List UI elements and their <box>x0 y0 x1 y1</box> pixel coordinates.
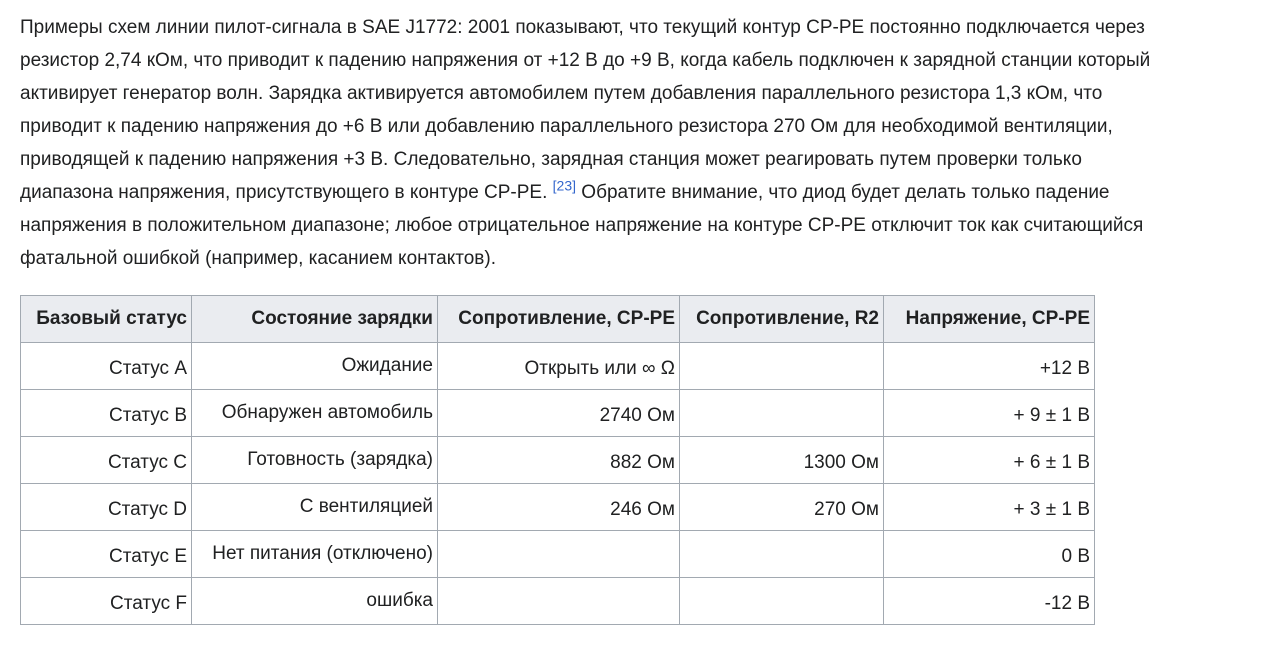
paragraph-line <box>20 176 1150 209</box>
cell-resistance-r2 <box>680 578 884 625</box>
header-resistance-cppe: Сопротивление, CP-PE <box>438 296 680 343</box>
cell-base-status: Статус E <box>21 531 192 578</box>
paragraph-line: фатальной ошибкой (например, касанием контактов). <box>20 248 496 269</box>
cell-charge-state: С вентиляцией <box>192 484 438 531</box>
cell-resistance-r2 <box>680 343 884 390</box>
paragraph-line: приводящей к падению напряжения +3 В. Следовательно, зарядная станция может реагировать путем проверки только <box>20 149 1082 170</box>
table-row <box>21 578 1095 625</box>
header-resistance-r2: Сопротивление, R2 <box>680 296 884 343</box>
pilot-status-table <box>20 295 1095 625</box>
cell-charge-state: Ожидание <box>192 343 438 390</box>
header-voltage-cppe: Напряжение, CP-PE <box>884 296 1095 343</box>
table-row <box>21 343 1095 390</box>
cell-base-status: Статус A <box>21 343 192 390</box>
cell-resistance-cppe: 246 Ом <box>438 484 680 531</box>
cell-resistance-cppe: 882 Ом <box>438 437 680 484</box>
cell-charge-state: Нет питания (отключено) <box>192 531 438 578</box>
table-row <box>21 484 1095 531</box>
paragraph-line: напряжения в положительном диапазоне; любое отрицательное напряжение на контуре CP-PE отключит ток как считающийся <box>20 215 1144 236</box>
paragraph-text: Обратите внимание, что диод будет делать только падение <box>576 182 1110 203</box>
table-header-row <box>21 296 1095 343</box>
cell-base-status: Статус C <box>21 437 192 484</box>
cell-voltage: + 6 ± 1 В <box>884 437 1095 484</box>
table-row <box>21 390 1095 437</box>
cell-voltage: -12 В <box>884 578 1095 625</box>
cell-charge-state: ошибка <box>192 578 438 625</box>
cell-charge-state: Обнаружен автомобиль <box>192 390 438 437</box>
paragraph-line: Примеры схем линии пилот-сигнала в SAE J1772: 2001 показывают, что текущий контур CP-PE постоянно подключается через <box>20 17 1145 38</box>
cell-resistance-r2 <box>680 390 884 437</box>
paragraph-line: активирует генератор волн. Зарядка активируется автомобилем путем добавления параллельного резистора 1,3 кОм, что <box>20 83 1103 104</box>
cell-resistance-r2 <box>680 531 884 578</box>
cell-voltage: + 3 ± 1 В <box>884 484 1095 531</box>
cell-base-status: Статус F <box>21 578 192 625</box>
body-paragraph <box>20 11 1150 275</box>
cell-charge-state: Готовность (зарядка) <box>192 437 438 484</box>
header-charge-state: Состояние зарядки <box>192 296 438 343</box>
paragraph-text: диапазона напряжения, присутствующего в контуре CP-PE. <box>20 182 553 203</box>
table-row <box>21 437 1095 484</box>
cell-voltage: +12 В <box>884 343 1095 390</box>
cell-base-status: Статус B <box>21 390 192 437</box>
cell-resistance-cppe <box>438 578 680 625</box>
paragraph-line: приводит к падению напряжения до +6 В или добавлению параллельного резистора 270 Ом для необходимой вентиляции, <box>20 116 1113 137</box>
header-base-status: Базовый статус <box>21 296 192 343</box>
cell-base-status: Статус D <box>21 484 192 531</box>
cell-resistance-cppe <box>438 531 680 578</box>
cell-resistance-cppe: Открыть или ∞ Ω <box>438 343 680 390</box>
paragraph-line: резистор 2,74 кОм, что приводит к падению напряжения от +12 В до +9 В, когда кабель подключен к зарядной станции который <box>20 50 1151 71</box>
table-row <box>21 531 1095 578</box>
cell-resistance-r2: 270 Ом <box>680 484 884 531</box>
cell-voltage: + 9 ± 1 В <box>884 390 1095 437</box>
reference-link[interactable]: [23] <box>552 177 577 194</box>
cell-voltage: 0 В <box>884 531 1095 578</box>
cell-resistance-r2: 1300 Ом <box>680 437 884 484</box>
cell-resistance-cppe: 2740 Ом <box>438 390 680 437</box>
